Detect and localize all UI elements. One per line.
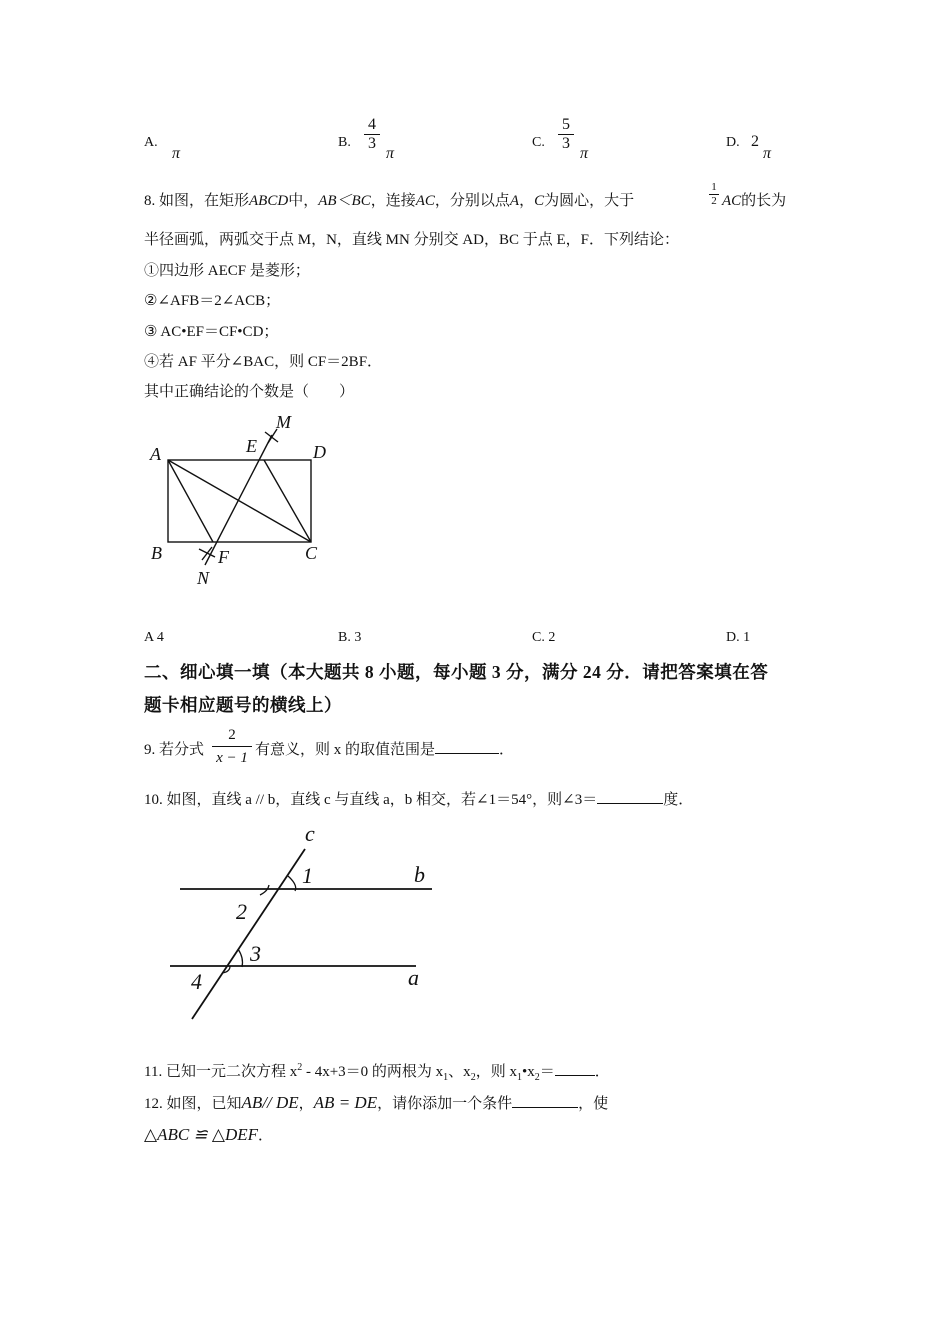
- q8-option-b: B. 3: [338, 630, 362, 645]
- q9-suffix-text: 有意义，则 x 的取值范围是: [255, 742, 436, 758]
- q12-answer-blank[interactable]: [512, 1107, 578, 1108]
- q8-segment: AC: [722, 193, 742, 209]
- q8-line1: [144, 189, 634, 210]
- q12-text: ，: [298, 1096, 314, 1112]
- label-angle-1: 1: [302, 863, 313, 888]
- q7-option-c-pi: π: [580, 145, 589, 162]
- q11-text: ，则 x: [475, 1064, 517, 1080]
- label-c: C: [305, 543, 318, 563]
- q9-prefix: 9. 若分式: [144, 742, 205, 758]
- q8-point: C: [534, 193, 545, 209]
- q8-point: A: [509, 193, 520, 209]
- q10-question-text: 10. 如图，直线 a // b，直线 c 与直线 a，b 相交，若∠1＝54°，则∠3＝: [144, 792, 598, 808]
- q8-item-2: ②∠AFB＝2∠ACB；: [144, 293, 281, 309]
- q8-text: 8. 如图，在矩形: [144, 193, 250, 209]
- q11-exponent: 2: [297, 1062, 303, 1073]
- q7-option-b-pi: π: [386, 145, 395, 162]
- q11-subscript: 1: [516, 1072, 522, 1083]
- q9-suffix: [255, 738, 514, 759]
- q8-half-denominator: 2: [709, 194, 719, 208]
- q8-line1-end: [722, 189, 786, 210]
- q8-line2: 半径画弧，两弧交于点 M，N，直线 MN 分别交 AD，BC 于点 E，F．下列结论：: [144, 232, 680, 248]
- q8-question: 其中正确结论的个数是（ ）: [144, 384, 355, 400]
- q8-half-fraction: [709, 181, 719, 208]
- q11-text: 、x: [448, 1064, 471, 1080]
- q8-rect-name: ABCD: [249, 193, 289, 209]
- q8-text: ，: [519, 193, 535, 209]
- q10-text: [144, 788, 693, 809]
- label-e: E: [246, 436, 257, 456]
- q8-text: ，连接: [370, 193, 416, 209]
- label-f: F: [218, 547, 229, 567]
- q11-subscript: 2: [470, 1072, 476, 1083]
- q10-answer-blank[interactable]: [597, 803, 663, 804]
- q8-text: 的长为: [741, 193, 787, 209]
- q8-option-c: C. 2: [532, 630, 556, 645]
- q7-option-a-label: A.: [144, 135, 158, 150]
- q10-end: 度．: [663, 792, 694, 808]
- q12-text: ．: [258, 1128, 274, 1144]
- q8-segment: AC: [415, 193, 435, 209]
- q7-option-d-pi: π: [763, 145, 772, 162]
- q8-inequality: AB＜BC: [318, 193, 371, 209]
- q9-end: ．: [499, 742, 515, 758]
- q8-item-4: ④若 AF 平分∠BAC，则 CF＝2BF．: [144, 354, 383, 370]
- q12-congruence: △ABC ≌ △DEF: [144, 1125, 259, 1144]
- q8-option-d: D. 1: [726, 630, 751, 645]
- q12-line2: [144, 1124, 273, 1145]
- label-b: b: [414, 862, 425, 887]
- q11-subscript: 2: [534, 1072, 540, 1083]
- label-d: D: [313, 442, 326, 462]
- q7-option-b-label: B.: [338, 135, 351, 150]
- q7-option-d-coef: 2: [751, 133, 759, 150]
- q12-text: ，使: [578, 1096, 609, 1112]
- q7-option-c-fraction: [558, 116, 574, 153]
- q7-option-b-denominator: 3: [364, 134, 380, 153]
- q12-condition-parallel: AB// DE: [241, 1093, 299, 1112]
- q12-text: ，请你添加一个条件: [377, 1096, 513, 1112]
- q7-option-b-fraction: [364, 116, 380, 153]
- q7-option-c-denominator: 3: [558, 134, 574, 153]
- label-angle-4: 4: [191, 969, 202, 994]
- q8-half-numerator: 1: [711, 181, 717, 193]
- label-a: a: [408, 965, 419, 990]
- section-2-line2: 题卡相应题号的横线上）: [144, 695, 342, 715]
- label-b: B: [151, 543, 162, 563]
- label-n: N: [197, 568, 210, 588]
- angle-2-arc: [260, 885, 269, 895]
- q9-answer-blank[interactable]: [435, 753, 499, 754]
- label-m: M: [276, 412, 291, 432]
- q8-item-3: ③ AC•EF＝CF•CD；: [144, 324, 279, 340]
- q7-option-a-value: π: [172, 145, 181, 162]
- q11-end: ．: [594, 1064, 610, 1080]
- section-2-line1: 二、细心填一填（本大题共 8 小题，每小题 3 分，满分 24 分．请把答案填在答: [144, 662, 769, 682]
- question-11: [144, 1060, 610, 1083]
- q7-option-c-numerator: 5: [562, 116, 570, 133]
- q7-option-b-numerator: 4: [368, 116, 376, 133]
- diagonal-ac: [168, 460, 311, 542]
- q11-text: - 4x+3＝0 的两根为 x: [302, 1064, 444, 1080]
- q7-option-d-label: D.: [726, 135, 740, 150]
- line-c: [192, 849, 305, 1019]
- q8-text: 为圆心，大于: [544, 193, 635, 209]
- q8-text: ，分别以点: [434, 193, 510, 209]
- q8-text: 中，: [288, 193, 319, 209]
- label-angle-2: 2: [236, 899, 247, 924]
- q11-text: ＝: [539, 1064, 555, 1080]
- segment-ec: [264, 460, 311, 542]
- q11-text: •x: [521, 1064, 535, 1080]
- q11-answer-blank[interactable]: [555, 1075, 595, 1076]
- q12-line1: [144, 1092, 608, 1113]
- q7-option-c-label: C.: [532, 135, 545, 150]
- q8-rectangle-figure: [140, 405, 360, 595]
- q9-numerator: 2: [228, 727, 236, 743]
- q9-fraction: [212, 724, 252, 769]
- label-c: c: [305, 821, 315, 846]
- q9-denominator: x − 1: [212, 746, 252, 769]
- q12-text: 12. 如图，已知: [144, 1096, 242, 1112]
- line-mn: [205, 435, 272, 565]
- q11-subscript: 1: [443, 1072, 449, 1083]
- label-a: A: [150, 444, 161, 464]
- q8-item-1: ①四边形 AECF 是菱形；: [144, 263, 310, 279]
- q11-text: 11. 已知一元二次方程 x: [144, 1064, 298, 1080]
- q8-option-a: A 4: [144, 630, 164, 645]
- label-angle-3: 3: [250, 941, 261, 966]
- angle-3-arc: [238, 949, 243, 967]
- q12-condition-equal: AB = DE: [313, 1093, 378, 1112]
- q10-parallel-lines-figure: [160, 815, 450, 1030]
